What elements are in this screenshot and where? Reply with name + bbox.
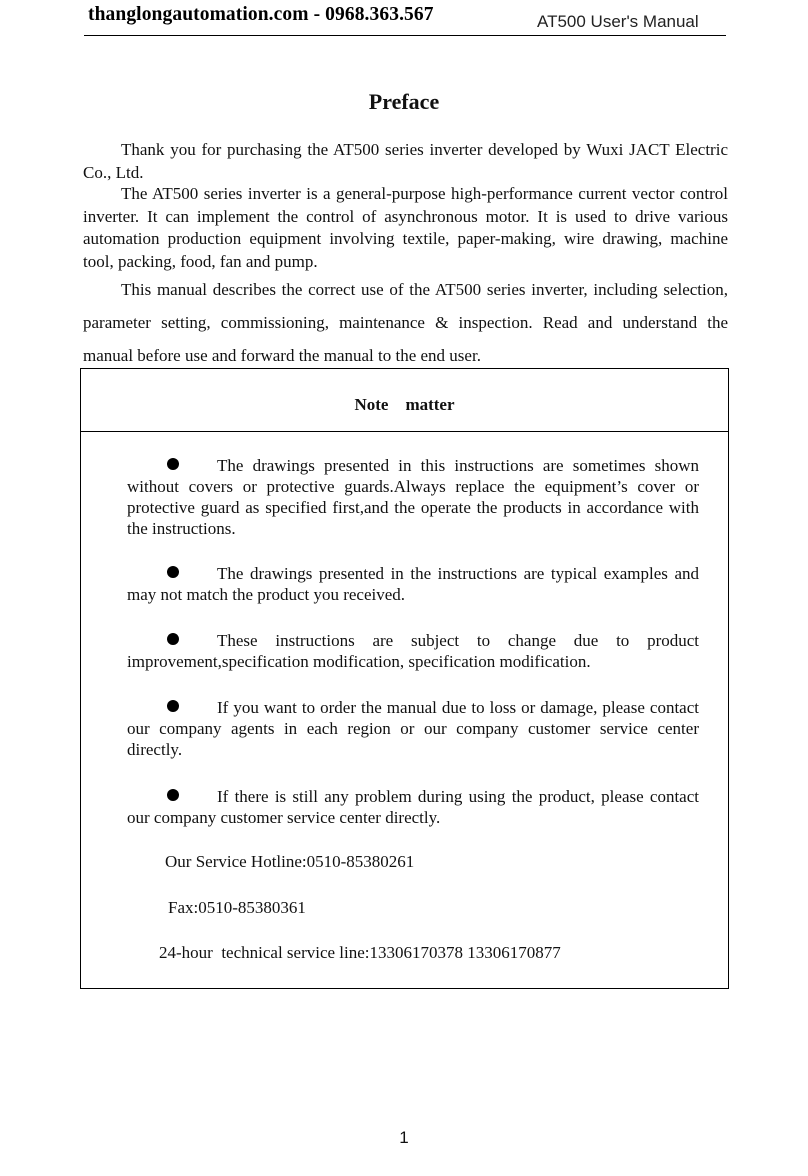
page-title: Preface: [368, 89, 440, 114]
bullet-icon: [167, 633, 179, 645]
note-item-text: The drawings presented in the instructions are typical examples and may not match the product you received.: [127, 564, 699, 604]
bullet-icon: [167, 789, 179, 801]
preface-paragraph-2: The AT500 series inverter is a general-purpose high-performance current vector control inverter. It can implement the control of asynchronous motor. It is used to drive various automation production equipment involving textile, paper-making, wire drawing, machine tool, packing, food, fan and pump.: [83, 184, 728, 271]
header-manual-title: AT500 User's Manual: [537, 12, 699, 31]
header-rule: [84, 35, 726, 36]
note-heading: Note matter: [81, 369, 728, 432]
preface-paragraph-3: This manual describes the correct use of the AT500 series inverter, including selection, parameter setting, commissioning, maintenance & inspection. Read and understand the manual before use and forward the manual to the end user.: [83, 280, 728, 365]
note-item: [127, 630, 699, 672]
note-item: [127, 697, 699, 760]
note-item: [127, 455, 699, 539]
fax-number: Fax:0510-85380361: [168, 898, 306, 917]
service-hotline: Our Service Hotline:0510-85380261: [165, 852, 415, 871]
note-item-text: The drawings presented in this instructions are sometimes shown without covers or protective guards.Always replace the equipment’s cover or protective guard as specified first,and the operate the products in accordance with the instructions.: [127, 456, 699, 538]
note-item-text: These instructions are subject to change due to product improvement,specification modification, specification modification.: [127, 631, 699, 671]
header-website: thanglongautomation.com - 0968.363.567: [88, 4, 434, 25]
page-number: 1: [399, 1128, 409, 1147]
bullet-icon: [167, 458, 179, 470]
note-box: [80, 368, 729, 989]
technical-service-line: 24-hour technical service line:13306170378 13306170877: [159, 943, 561, 962]
bullet-icon: [167, 566, 179, 578]
preface-paragraph-1: Thank you for purchasing the AT500 series inverter developed by Wuxi JACT Electric Co., Ltd.: [83, 140, 728, 182]
note-item-text: If there is still any problem during using the product, please contact our company customer service center directly.: [127, 787, 699, 827]
note-item-text: If you want to order the manual due to loss or damage, please contact our company agents in each region or our company customer service center directly.: [127, 698, 699, 759]
note-item: [127, 786, 699, 828]
bullet-icon: [167, 700, 179, 712]
note-item: [127, 563, 699, 605]
